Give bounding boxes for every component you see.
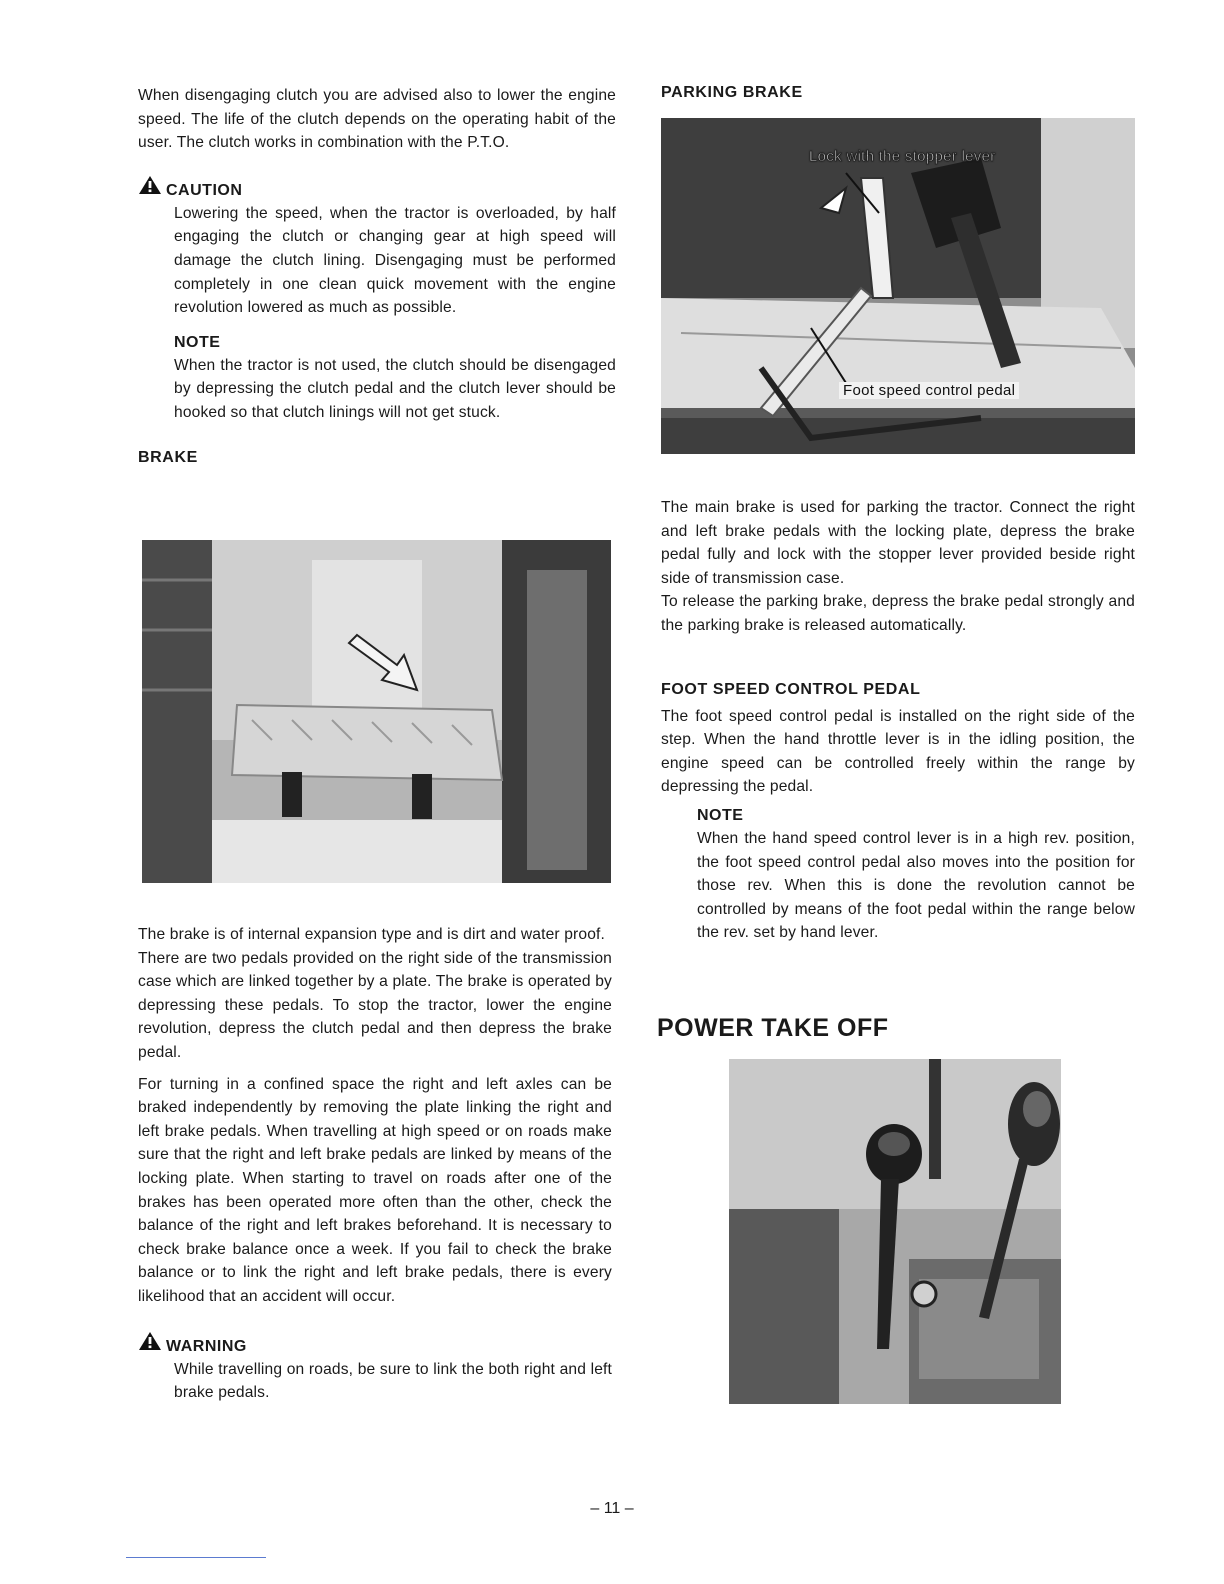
brake-text-block [138, 923, 612, 1405]
warning-triangle-icon [138, 175, 162, 200]
right-column [661, 84, 1135, 102]
parking-brake-heading: PARKING BRAKE [661, 84, 803, 101]
pto-lever-photo [729, 1059, 1061, 1404]
caution-text: Lowering the speed, when the tractor is overloaded, by half engaging the clutch or changing gear at high speed will damage the clutch lining. Disengaging must be performed completely in one clean quick movement with the engine revolution lowered as much as possible. [174, 204, 616, 317]
parking-para-1: The main brake is used for parking the tractor. Connect the right and left brake pedals with the locking plate, depress the brake pedal fully and lock with the stopper lever provided beside right side of transmission case. [661, 499, 1135, 587]
pto-heading-wrap [657, 1014, 889, 1043]
brake-heading: BRAKE [138, 448, 198, 466]
warning-heading: WARNING [138, 1331, 612, 1356]
foot-speed-heading: FOOT SPEED CONTROL PEDAL [661, 680, 921, 698]
foot-speed-note-heading: NOTE [697, 806, 744, 824]
parking-para-2: To release the parking brake, depress the brake pedal strongly and the parking brake is released automatically. [661, 593, 1135, 634]
foot-speed-note-text: When the hand speed control lever is in a high rev. position, the foot speed control pedal also moves into the position for those rev. When this is done the revolution cannot be controlled by means of the foot pedal within the range below the rev. set by hand lever. [697, 829, 1135, 942]
warning-block [138, 1331, 612, 1405]
photo-label-foot-pedal: Foot speed control pedal [839, 382, 1019, 399]
parking-text-block [661, 496, 1135, 945]
page-number: – 11 – [590, 1500, 634, 1517]
caution-heading: CAUTION [138, 175, 616, 200]
note-block [174, 334, 616, 425]
foot-speed-note-block [697, 807, 1135, 945]
brake-para-1: The brake is of internal expansion type and is dirt and water proof. [138, 926, 606, 943]
caution-block [138, 175, 616, 320]
brake-para-2: There are two pedals provided on the right side of the transmission case which are linked together by a plate. The brake is operated by depressing these pedals. To stop the tractor, lower the engine revolution, depress the clutch pedal and then depress the brake pedal. [138, 949, 612, 1061]
foot-speed-para: The foot speed control pedal is installed on the right side of the step. When the hand throttle lever is in the idling position, the engine speed can be controlled freely within the range by depressing the pedal. [661, 707, 1135, 796]
parking-brake-photo [661, 118, 1135, 454]
photo-label-stopper-lever: Lock with the stopper lever [809, 148, 996, 165]
warning-text: While travelling on roads, be sure to link the both right and left brake pedals. [174, 1360, 612, 1402]
left-column [138, 84, 616, 467]
warning-triangle-icon [138, 1331, 162, 1356]
footer-rule [126, 1557, 266, 1558]
brake-para-3: For turning in a confined space the right and left axles can be braked independently by removing the plate linking the right and left brake pedals. When travelling at high speed or on roads make sure that the right and left brake pedals are linked by means of the locking plate. When starting to travel on roads after one of the brakes has been operated more often than the other, check the balance of the right and left brakes beforehand. It is necessary to check brake balance once a week. If you fail to check the brake balance or to link the right and left brake pedals, there is every likelihood that an accident will occur. [138, 1075, 612, 1305]
note-text: When the tractor is not used, the clutch should be disengaged by depressing the clutch pedal and the clutch lever should be hooked so that clutch linings will not get stuck. [174, 356, 616, 421]
note-heading: NOTE [174, 333, 221, 351]
clutch-intro-text: When disengaging clutch you are advised also to lower the engine speed. The life of the clutch depends on the operating habit of the user. The clutch works in combination with the P.T.O. [138, 87, 616, 152]
brake-pedal-photo [142, 540, 611, 883]
pto-heading: POWER TAKE OFF [657, 1014, 889, 1042]
